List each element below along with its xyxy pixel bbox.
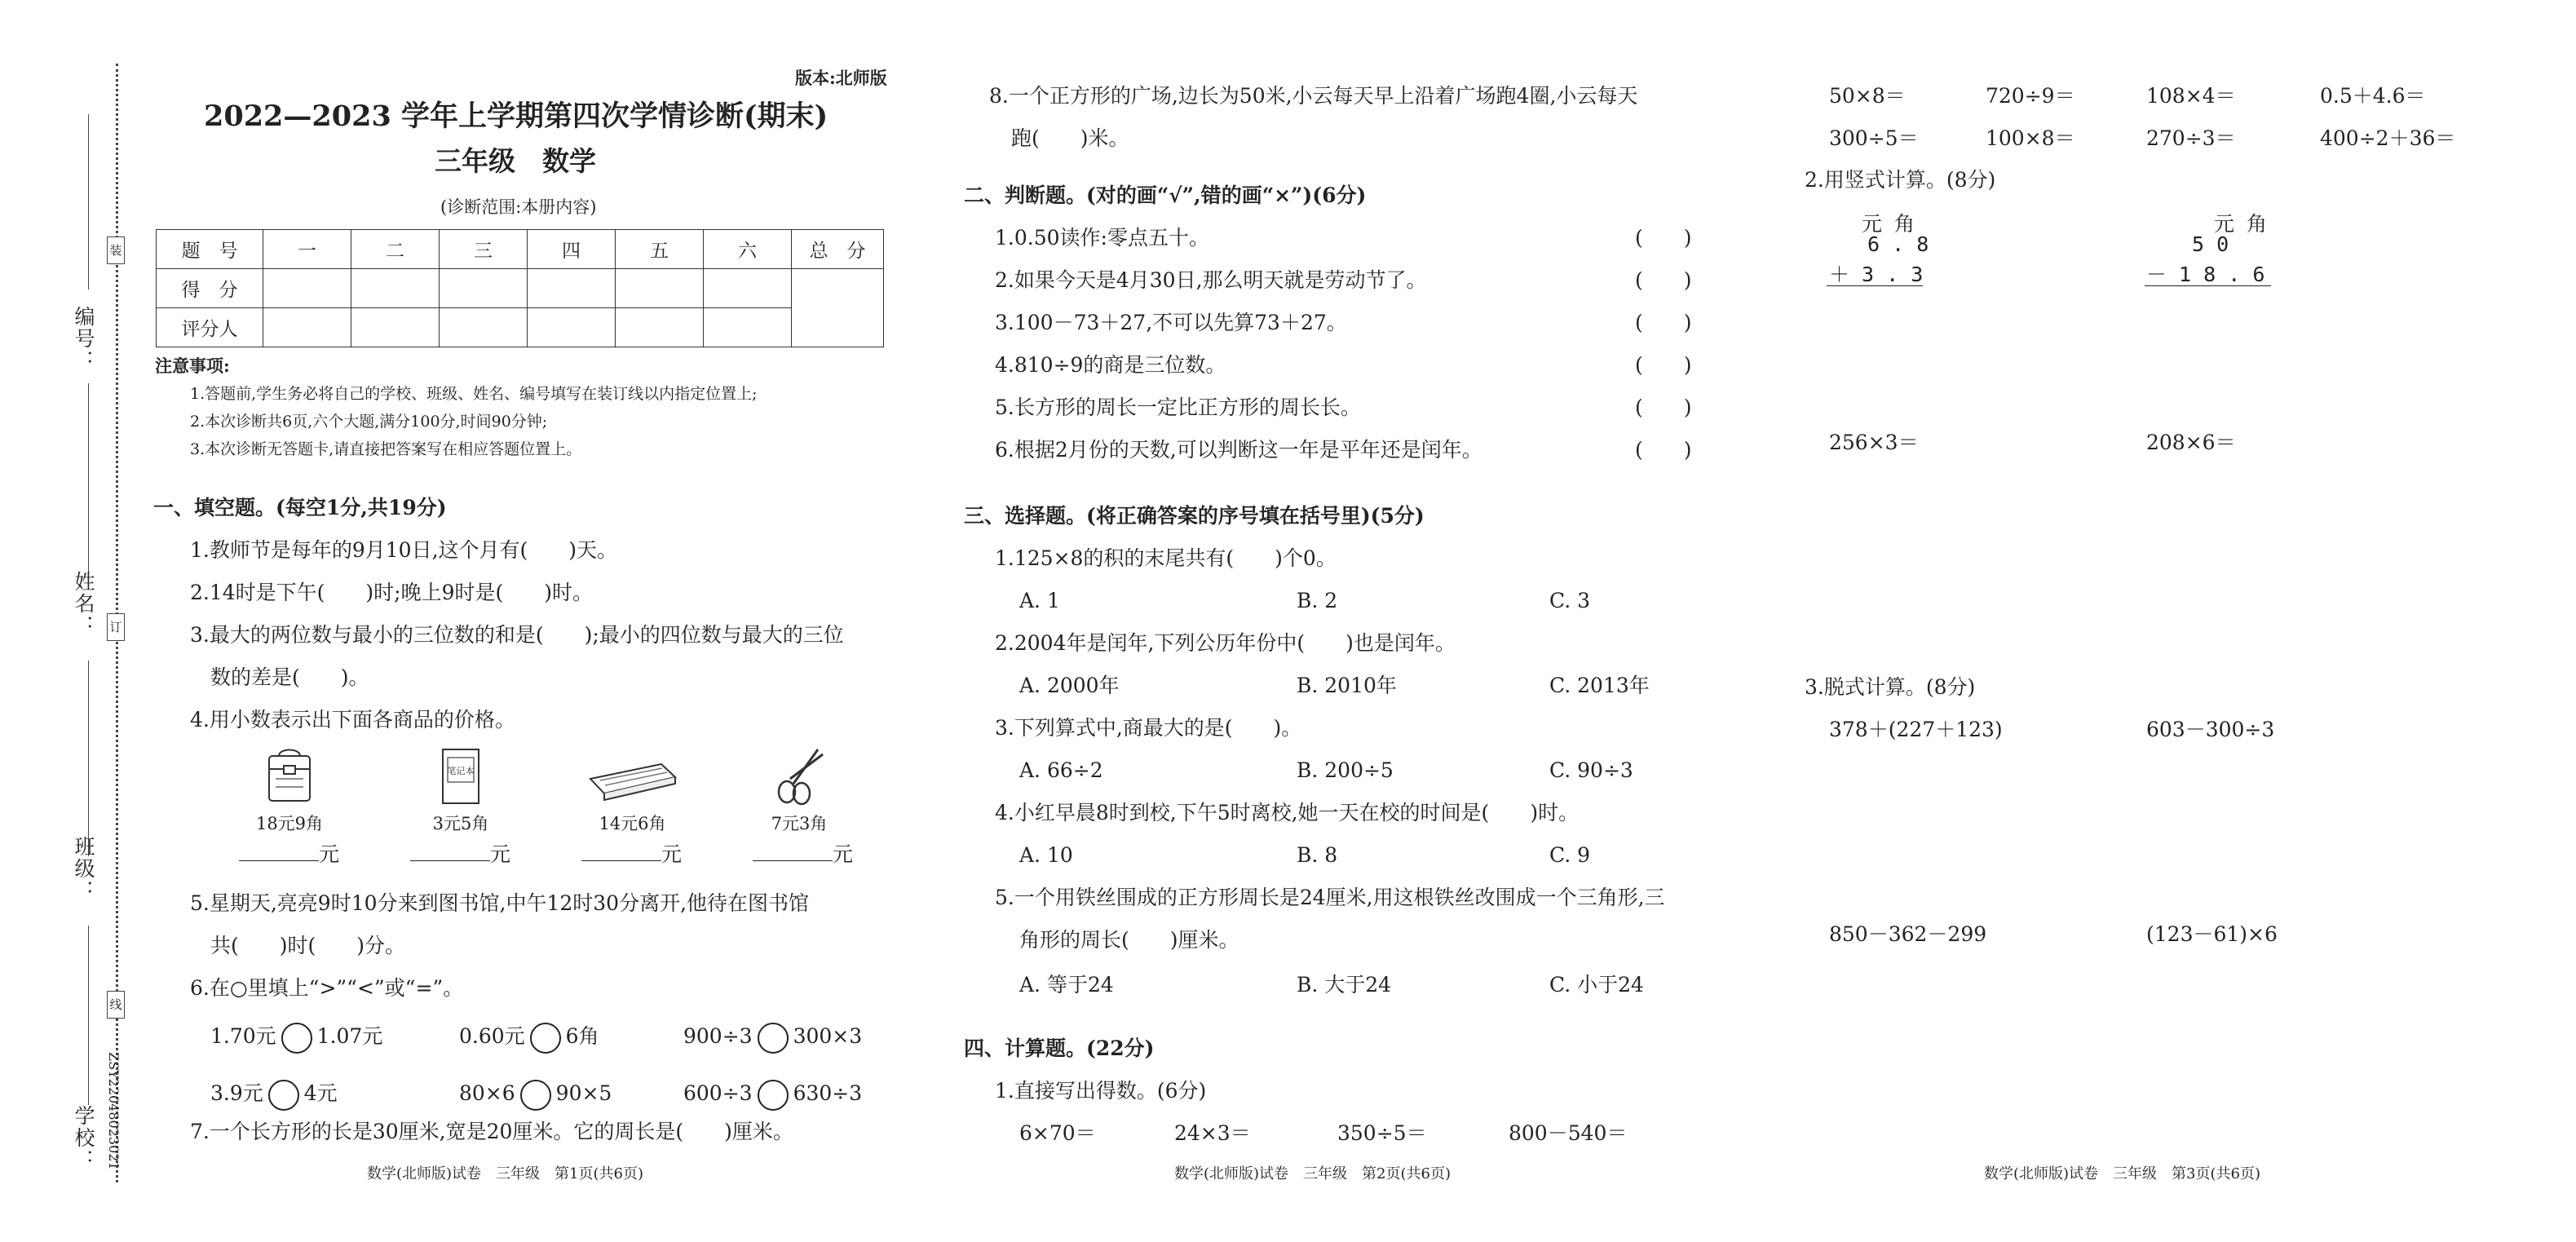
compare-right: 630÷3 — [793, 1081, 863, 1105]
grader-input-cell[interactable] — [704, 308, 792, 347]
judge-item: 6.根据2月份的天数,可以判断这一年是平年还是闰年。 — [995, 438, 1482, 462]
judge-item: 4.810÷9的商是三位数。 — [995, 353, 1226, 377]
compare-right: 6角 — [565, 1024, 599, 1048]
name-label: 姓名： — [72, 571, 95, 637]
score-input-cell[interactable] — [616, 269, 704, 308]
judge-item: 3.100－73＋27,不可以先算73＋27。 — [995, 311, 1347, 334]
choice-option-a: A. 66÷2 — [1019, 758, 1103, 782]
question-1-5: 5.星期天,亮亮9时10分来到图书馆,中午12时30分离开,他待在图书馆 — [190, 891, 810, 915]
choice-question: 4.小红早晨8时到校,下午5时离校,她一天在校的时间是( )时。 — [995, 801, 1580, 824]
id-label: 编号： — [72, 306, 95, 372]
score-cell-label: 题 号 — [157, 230, 263, 269]
score-cell: 四 — [528, 230, 616, 269]
note-item: 1.答题前,学生务必将自己的学校、班级、姓名、编号填写在装订线以内指定位置上; — [190, 385, 758, 403]
calc-item: 24×3＝ — [1174, 1121, 1251, 1145]
score-table — [156, 229, 884, 347]
score-table-header-row — [157, 230, 884, 269]
compare-item — [459, 1079, 612, 1111]
compare-circle[interactable] — [758, 1023, 789, 1054]
compare-item — [210, 1022, 382, 1054]
score-input-cell[interactable] — [704, 269, 792, 308]
bag-icon — [261, 746, 318, 807]
calc-item: 0.5＋4.6＝ — [2320, 84, 2426, 108]
goods-item-bag — [241, 746, 338, 835]
pencil-box-icon — [584, 746, 682, 807]
school-underline — [88, 926, 89, 1105]
calc-1-title: 1.直接写出得数。(6分) — [995, 1079, 1207, 1103]
judge-item: 1.0.50读作:零点五十。 — [995, 226, 1209, 250]
judge-answer-paren[interactable]: ( ) — [1635, 226, 1692, 250]
score-input-cell[interactable] — [528, 269, 616, 308]
notes-title: 注意事项: — [155, 356, 230, 376]
score-cell: 三 — [440, 230, 528, 269]
choice-option-c: C. 90÷3 — [1549, 758, 1633, 782]
name-underline — [88, 383, 89, 583]
choice-option-a: A. 等于24 — [1019, 973, 1114, 997]
question-1-1: 1.教师节是每年的9月10日,这个月有( )天。 — [190, 538, 618, 562]
score-input-cell[interactable] — [440, 269, 528, 308]
answer-blank-scissors[interactable] — [753, 840, 853, 869]
grader-input-cell[interactable] — [263, 308, 351, 347]
vertical-calc-1-bottom: ＋ 3 . 3 — [1829, 263, 1924, 286]
compare-right: 4元 — [303, 1081, 338, 1105]
notebook-icon — [436, 746, 485, 807]
class-underline — [88, 661, 89, 856]
choice-option-b: B. 8 — [1297, 843, 1338, 867]
compare-left: 600÷3 — [683, 1081, 753, 1105]
score-cell: 六 — [704, 230, 792, 269]
class-label: 班级： — [72, 836, 95, 902]
question-1-7: 7.一个长方形的长是30厘米,宽是20厘米。它的周长是( )厘米。 — [190, 1120, 793, 1143]
compare-item — [210, 1079, 338, 1111]
question-1-5-cont: 共( )时( )分。 — [210, 934, 406, 957]
score-input-cell[interactable] — [263, 269, 351, 308]
score-table-grader-row — [157, 308, 884, 347]
vertical-calc-1-line — [1827, 285, 1923, 286]
exam-scope: (诊断范围:本册内容) — [440, 197, 597, 217]
vertical-calc-2-top: 5 0 — [2192, 232, 2229, 256]
choice-option-a: A. 1 — [1019, 589, 1060, 612]
choice-option-c: C. 2013年 — [1549, 674, 1650, 697]
calc-item: 850－362－299 — [1829, 922, 1987, 946]
goods-item-pencil-box — [577, 746, 687, 835]
choice-option-a: A. 2000年 — [1019, 674, 1120, 697]
question-1-2: 2.14时是下午( )时;晚上9时是( )时。 — [190, 581, 594, 604]
seal-box-3: 线 — [107, 991, 125, 1019]
calc-item: 100×8＝ — [1986, 126, 2075, 150]
choice-question: 1.125×8的积的末尾共有( )个0。 — [995, 546, 1337, 570]
vertical-calc-1-head: 元 角 — [1862, 212, 1915, 236]
grader-input-cell[interactable] — [616, 308, 704, 347]
school-label: 学校： — [72, 1105, 95, 1171]
choice-option-b: B. 2 — [1297, 589, 1338, 612]
compare-circle[interactable] — [268, 1080, 299, 1111]
choice-option-c: C. 小于24 — [1549, 973, 1644, 997]
seal-box-1: 装 — [107, 236, 125, 264]
score-input-cell[interactable] — [351, 269, 440, 308]
compare-circle[interactable] — [530, 1023, 561, 1054]
section-2-title: 二、判断题。(对的画“√”,错的画“×”)(6分) — [964, 183, 1367, 207]
page-footer-1: 数学(北师版)试卷 三年级 第1页(共6页) — [367, 1165, 643, 1182]
goods-item-notebook — [412, 746, 510, 835]
page-footer-2: 数学(北师版)试卷 三年级 第2页(共6页) — [1174, 1165, 1451, 1182]
judge-item: 5.长方形的周长一定比正方形的周长长。 — [995, 396, 1361, 419]
compare-left: 3.9元 — [210, 1081, 263, 1105]
calc-item: 256×3＝ — [1829, 431, 1919, 454]
judge-answer-paren[interactable]: ( ) — [1635, 311, 1692, 334]
section-3-title: 三、选择题。(将正确答案的序号填在括号里)(5分) — [964, 504, 1425, 528]
calc-item: 400÷2＋36＝ — [2320, 126, 2456, 150]
exam-subtitle: 三年级 数学 — [435, 145, 596, 177]
compare-circle[interactable] — [281, 1023, 312, 1054]
calc-item: 6×70＝ — [1019, 1121, 1096, 1145]
scissors-icon — [771, 746, 828, 807]
page-footer-3: 数学(北师版)试卷 三年级 第3页(共6页) — [1984, 1165, 2260, 1182]
goods-price: 18元9角 — [255, 814, 324, 833]
seal-box-2: 订 — [107, 613, 125, 641]
grader-input-cell[interactable] — [528, 308, 616, 347]
score-cell: 二 — [351, 230, 440, 269]
calc-item: 300÷5＝ — [1829, 126, 1919, 150]
version-label: 版本:北师版 — [795, 68, 887, 88]
calc-item: 350÷5＝ — [1337, 1121, 1427, 1145]
choice-option-b: B. 200÷5 — [1297, 758, 1394, 782]
calc-item: 108×4＝ — [2146, 84, 2236, 108]
goods-price: 3元5角 — [432, 814, 489, 833]
grader-input-cell[interactable] — [440, 308, 528, 347]
vertical-calc-2-line — [2145, 285, 2271, 286]
question-1-6: 6.在○里填上“>”“<”或“=”。 — [190, 976, 464, 1000]
section-4-title: 四、计算题。(22分) — [964, 1036, 1155, 1060]
choice-option-c: C. 3 — [1549, 589, 1591, 612]
vertical-calc-2-bottom: － 1 8 . 6 — [2146, 263, 2265, 286]
calc-item: 208×6＝ — [2146, 431, 2236, 454]
choice-question: 3.下列算式中,商最大的是( )。 — [995, 716, 1302, 740]
question-1-3-cont: 数的差是( )。 — [210, 665, 369, 689]
calc-item: 800－540＝ — [1509, 1121, 1628, 1145]
note-item: 2.本次诊断共6页,六个大题,满分100分,时间90分钟; — [190, 413, 548, 431]
judge-answer-paren[interactable]: ( ) — [1635, 268, 1692, 292]
section-1-title: 一、填空题。(每空1分,共19分) — [153, 496, 447, 519]
compare-left: 1.70元 — [210, 1024, 276, 1048]
answer-blank-notebook[interactable] — [410, 840, 510, 869]
calc-item: 720÷9＝ — [1986, 84, 2075, 108]
compare-circle[interactable] — [520, 1080, 551, 1111]
question-1-8: 8.一个正方形的广场,边长为50米,小云每天早上沿着广场跑4圈,小云每天 — [989, 84, 1638, 108]
judge-item: 2.如果今天是4月30日,那么明天就是劳动节了。 — [995, 268, 1427, 292]
goods-price: 7元3角 — [771, 814, 828, 833]
score-cell: 一 — [263, 230, 351, 269]
choice-question-cont: 角形的周长( )厘米。 — [1019, 928, 1239, 952]
score-table-score-row — [157, 269, 884, 308]
exam-title: 2022—2023 学年上学期第四次学情诊断(期末) — [204, 99, 828, 133]
score-cell: 五 — [616, 230, 704, 269]
compare-right: 300×3 — [793, 1024, 863, 1048]
notebook-cover-text: 笔记本 — [447, 766, 475, 776]
compare-left: 80×6 — [459, 1081, 515, 1105]
score-cell-total: 总 分 — [792, 230, 884, 269]
calc-3-title: 3.脱式计算。(8分) — [1805, 675, 1976, 699]
choice-option-a: A. 10 — [1019, 843, 1073, 867]
calc-item: 50×8＝ — [1829, 84, 1906, 108]
compare-item — [459, 1022, 599, 1054]
goods-price: 14元6角 — [599, 814, 666, 833]
grader-row-label: 评分人 — [157, 308, 263, 347]
unit-label: 元 — [661, 842, 683, 866]
compare-item — [683, 1079, 862, 1111]
vertical-calc-2-head: 元 角 — [2214, 212, 2268, 236]
score-row-label: 得 分 — [157, 269, 263, 308]
choice-question: 2.2004年是闰年,下列公历年份中( )也是闰年。 — [995, 631, 1456, 655]
calc-item: 270÷3＝ — [2146, 126, 2236, 150]
compare-left: 900÷3 — [683, 1024, 753, 1048]
question-1-8-cont: 跑( )米。 — [1011, 126, 1129, 150]
judge-answer-paren[interactable]: ( ) — [1635, 438, 1692, 462]
calc-2-title: 2.用竖式计算。(8分) — [1805, 168, 1996, 192]
calc-item: (123－61)×6 — [2146, 922, 2278, 946]
goods-item-scissors — [750, 746, 848, 835]
compare-left: 0.60元 — [459, 1024, 525, 1048]
grader-input-cell[interactable] — [351, 308, 440, 347]
answer-blank-pencil-box[interactable] — [581, 840, 682, 869]
note-item: 3.本次诊断无答题卡,请直接把答案写在相应答题位置上。 — [190, 440, 582, 458]
compare-circle[interactable] — [758, 1080, 789, 1111]
vertical-calc-1-top: 6 . 8 — [1867, 232, 1929, 256]
unit-label: 元 — [833, 842, 854, 866]
exam-code: ZSY22048023021 — [106, 1052, 122, 1170]
choice-question: 5.一个用铁丝围成的正方形周长是24厘米,用这根铁丝改围成一个三角形,三 — [995, 886, 1665, 909]
judge-answer-paren[interactable]: ( ) — [1635, 353, 1692, 377]
calc-item: 378＋(227＋123) — [1829, 718, 2003, 741]
total-score-cell[interactable] — [792, 269, 884, 347]
choice-option-c: C. 9 — [1549, 843, 1591, 867]
question-1-4: 4.用小数表示出下面各商品的价格。 — [190, 708, 515, 731]
calc-item: 603－300÷3 — [2146, 718, 2275, 741]
choice-option-b: B. 大于24 — [1297, 973, 1392, 997]
choice-option-b: B. 2010年 — [1297, 674, 1397, 697]
unit-label: 元 — [490, 842, 511, 866]
id-underline — [88, 114, 89, 290]
question-1-3: 3.最大的两位数与最小的三位数的和是( );最小的四位数与最大的三位 — [190, 623, 844, 647]
unit-label: 元 — [319, 842, 340, 866]
compare-item — [683, 1022, 862, 1054]
judge-answer-paren[interactable]: ( ) — [1635, 396, 1692, 419]
compare-right: 90×5 — [555, 1081, 612, 1105]
compare-right: 1.07元 — [316, 1024, 383, 1048]
answer-blank-bag[interactable] — [239, 840, 339, 869]
